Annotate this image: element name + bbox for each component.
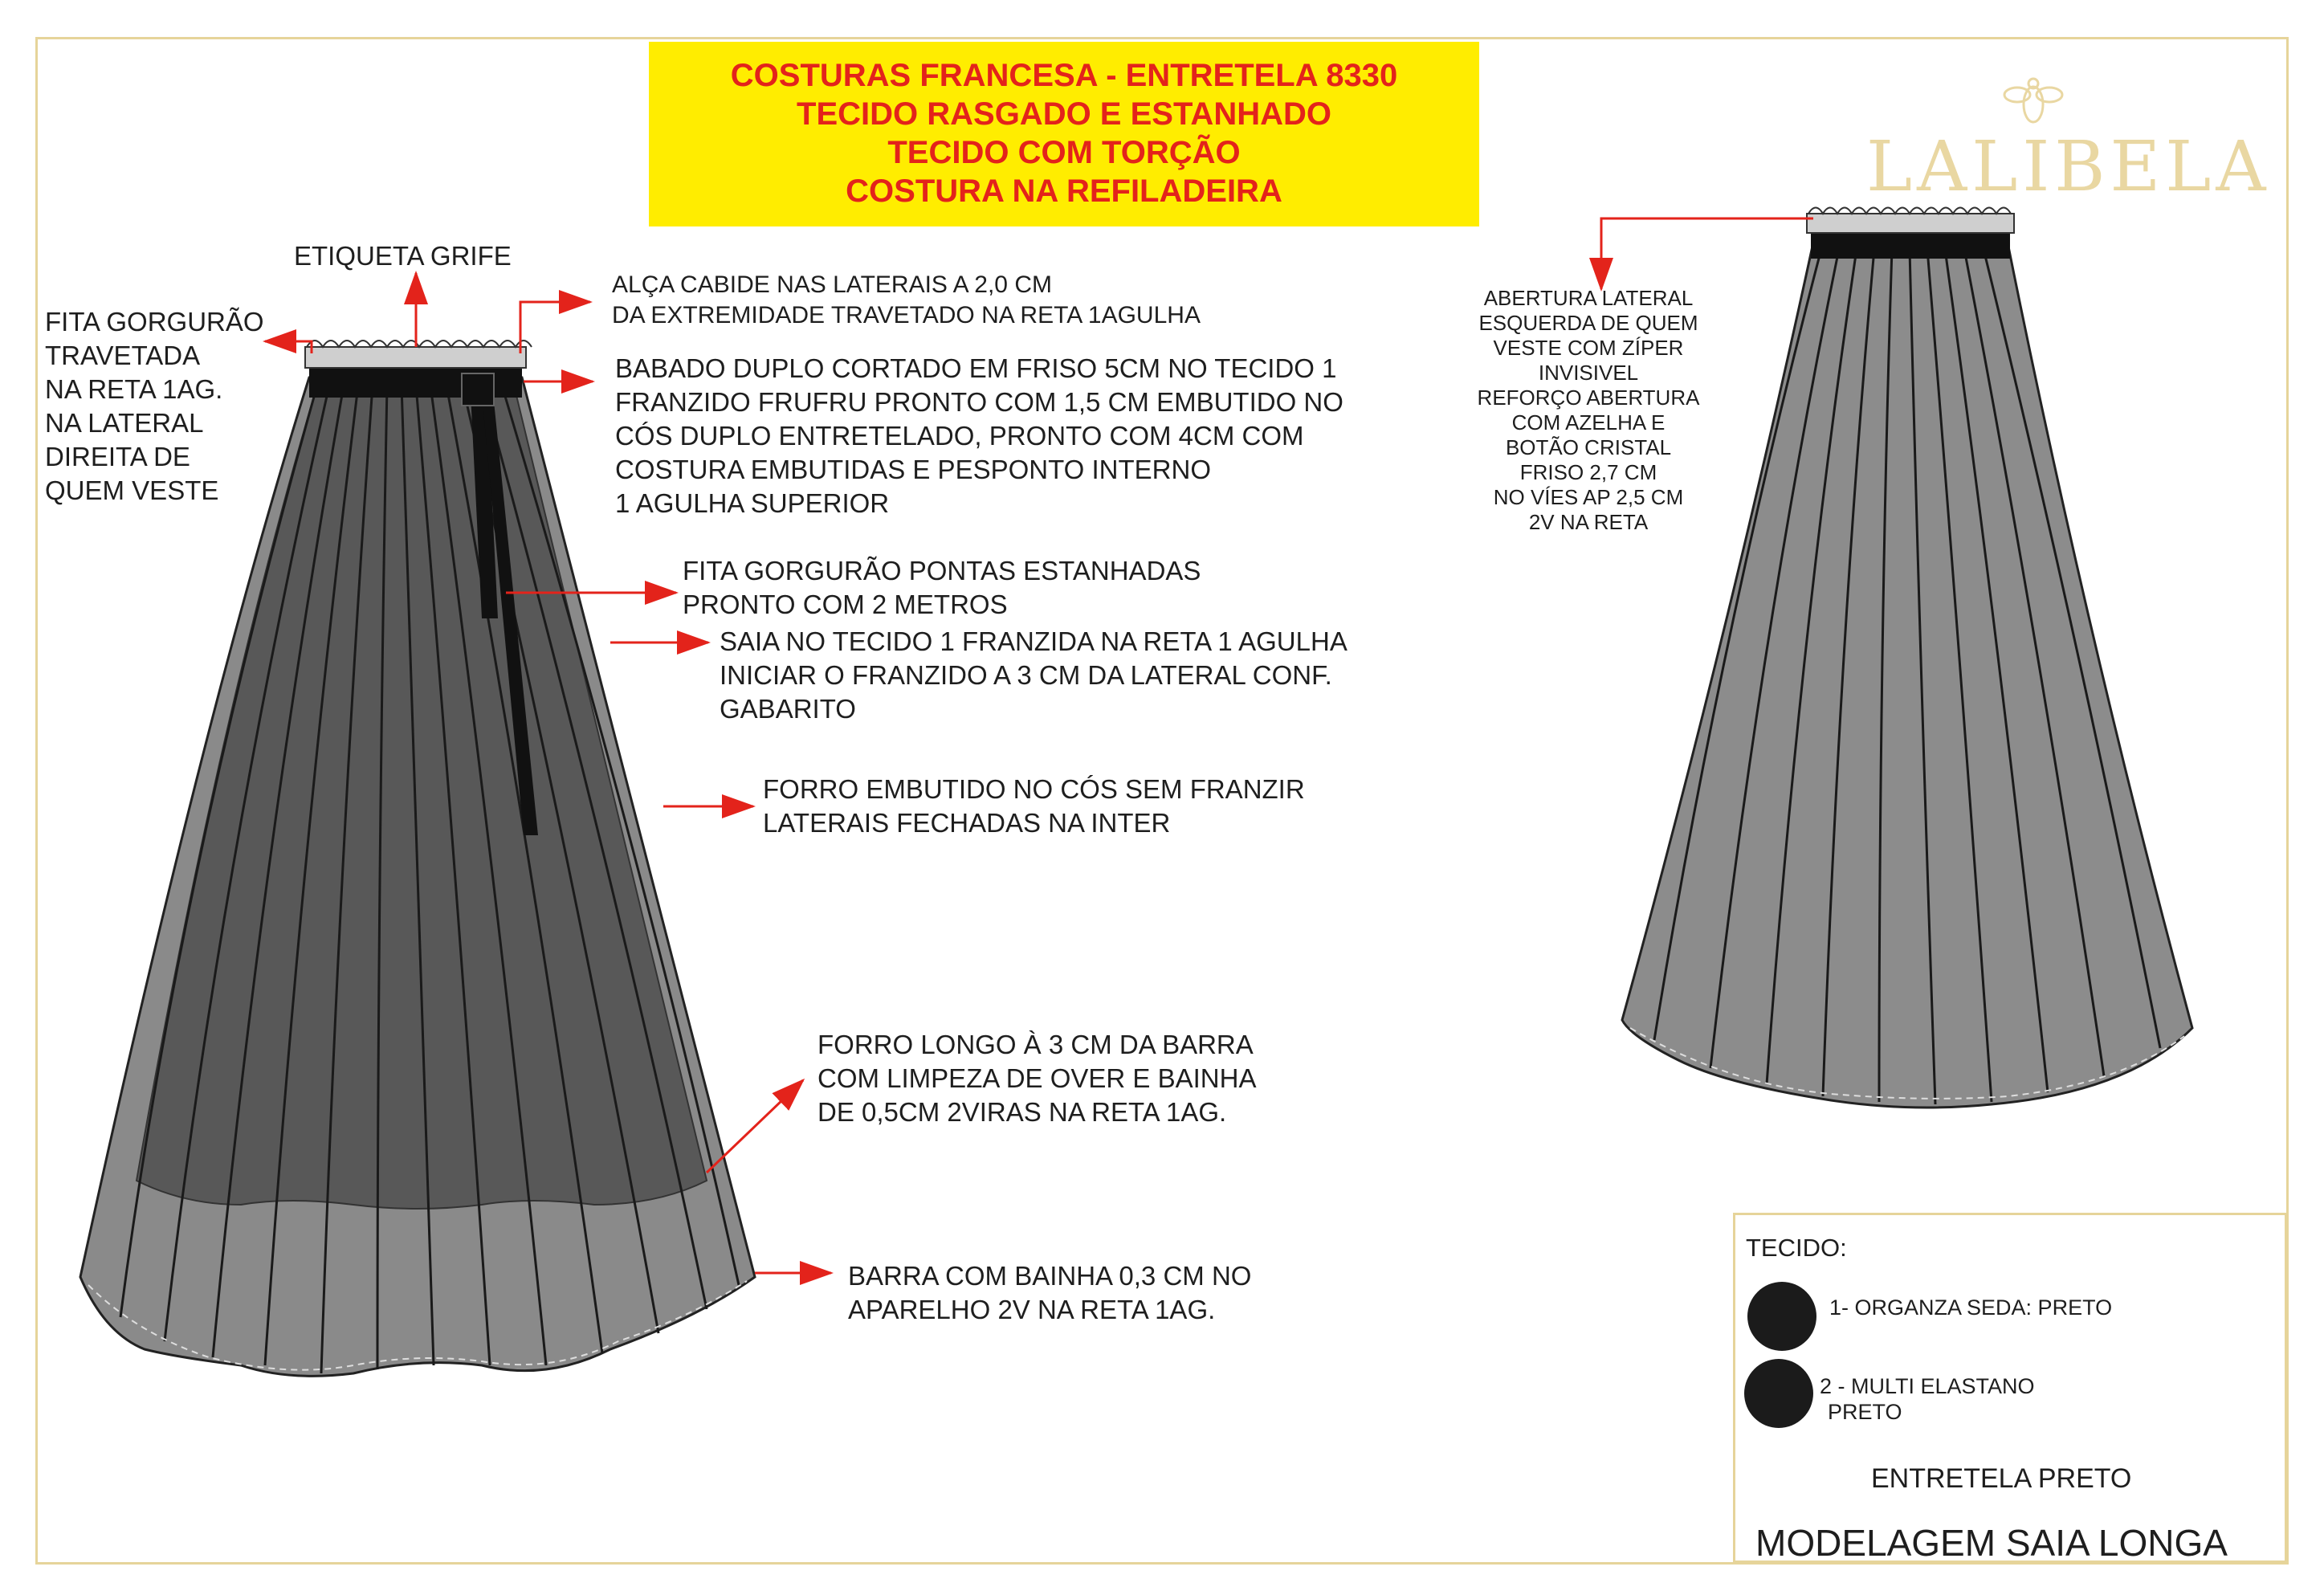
note-line: VESTE COM ZÍPER (1493, 336, 1684, 360)
note-line: FITA GORGURÃO PONTAS ESTANHADAS (683, 556, 1201, 585)
note-line: NA LATERAL (45, 408, 204, 438)
note-line: ABERTURA LATERAL (1483, 286, 1694, 310)
fabric-item-2-color: PRETO (1828, 1400, 1902, 1424)
brand-logo: LALIBELA (1866, 127, 2271, 207)
note-line: 2V NA RETA (1528, 510, 1649, 534)
note-line: FRISO 2,7 CM (1519, 460, 1657, 484)
note-line: ALÇA CABIDE NAS LATERAIS A 2,0 CM (612, 271, 1052, 298)
note-line: QUEM VESTE (45, 475, 219, 505)
note-line: TRAVETADA (45, 341, 201, 370)
note-line: GABARITO (720, 694, 856, 724)
note-forro-embutido (763, 773, 1305, 840)
note-line: NO VÍES AP 2,5 CM (1493, 485, 1684, 509)
fabric-item-1: 1- ORGANZA SEDA: PRETO (1829, 1295, 2113, 1320)
note-line: APARELHO 2V NA RETA 1AG. (848, 1295, 1216, 1324)
banner-line-2: TECIDO RASGADO E ESTANHADO (797, 96, 1331, 132)
note-line: DA EXTREMIDADE TRAVETADO NA RETA 1AGULHA (612, 302, 1201, 328)
model-title: MODELAGEM SAIA LONGA (1755, 1522, 2228, 1564)
note-abertura (1463, 286, 1714, 535)
note-line: INVISIVEL (1538, 361, 1639, 385)
note-line: REFORÇO ABERTURA (1477, 386, 1700, 410)
note-line: FORRO EMBUTIDO NO CÓS SEM FRANZIR (763, 774, 1305, 804)
fabric-item-2: 2 - MULTI ELASTANO (1820, 1374, 2035, 1398)
note-line: PRONTO COM 2 METROS (683, 590, 1008, 619)
note-line: INICIAR O FRANZIDO A 3 CM DA LATERAL CONF. (720, 660, 1332, 690)
swatch-elastano (1744, 1359, 1813, 1428)
note-line: FORRO LONGO À 3 CM DA BARRA (817, 1030, 1254, 1059)
note-line: SAIA NO TECIDO 1 FRANZIDA NA RETA 1 AGULHA (720, 626, 1348, 656)
note-alca (612, 270, 1201, 331)
note-line: COM AZELHA E (1511, 410, 1666, 434)
note-line: BOTÃO CRISTAL (1505, 435, 1672, 459)
banner-line-4: COSTURA NA REFILADEIRA (846, 173, 1282, 209)
fabric-title: TECIDO: (1746, 1234, 1847, 1262)
swatch-organza (1747, 1282, 1816, 1351)
note-line: 1 AGULHA SUPERIOR (615, 488, 890, 518)
note-line: LATERAIS FECHADAS NA INTER (763, 808, 1171, 838)
note-line: FRANZIDO FRUFRU PRONTO COM 1,5 CM EMBUTIDO NO (615, 387, 1343, 417)
note-fita-lateral (45, 305, 264, 508)
note-line: ESQUERDA DE QUEM (1478, 311, 1698, 335)
note-line: DE 0,5CM 2VIRAS NA RETA 1AG. (817, 1097, 1227, 1127)
bee-icon (2004, 79, 2062, 122)
banner-line-1: COSTURAS FRANCESA - ENTRETELA 8330 (730, 58, 1398, 93)
banner-line-3: TECIDO COM TORÇÃO (887, 135, 1241, 170)
note-forro-longo (817, 1028, 1256, 1129)
note-line: BABADO DUPLO CORTADO EM FRISO 5CM NO TECIDO 1 (615, 353, 1337, 383)
note-line: CÓS DUPLO ENTRETELADO, PRONTO COM 4CM COM (615, 421, 1304, 451)
note-etiqueta: ETIQUETA GRIFE (294, 241, 512, 271)
note-barra (848, 1259, 1251, 1327)
note-babado (615, 352, 1343, 520)
note-line: BARRA COM BAINHA 0,3 CM NO (848, 1261, 1252, 1291)
note-line: COSTURA EMBUTIDAS E PESPONTO INTERNO (615, 455, 1212, 484)
note-line: NA RETA 1AG. (45, 374, 223, 404)
note-line: FITA GORGURÃO (45, 307, 264, 337)
note-fita-pontas (683, 554, 1201, 622)
note-saia (720, 625, 1348, 726)
fabric-entretela: ENTRETELA PRETO (1871, 1463, 2132, 1494)
note-line: COM LIMPEZA DE OVER E BAINHA (817, 1063, 1257, 1093)
note-line: DIREITA DE (45, 442, 190, 471)
